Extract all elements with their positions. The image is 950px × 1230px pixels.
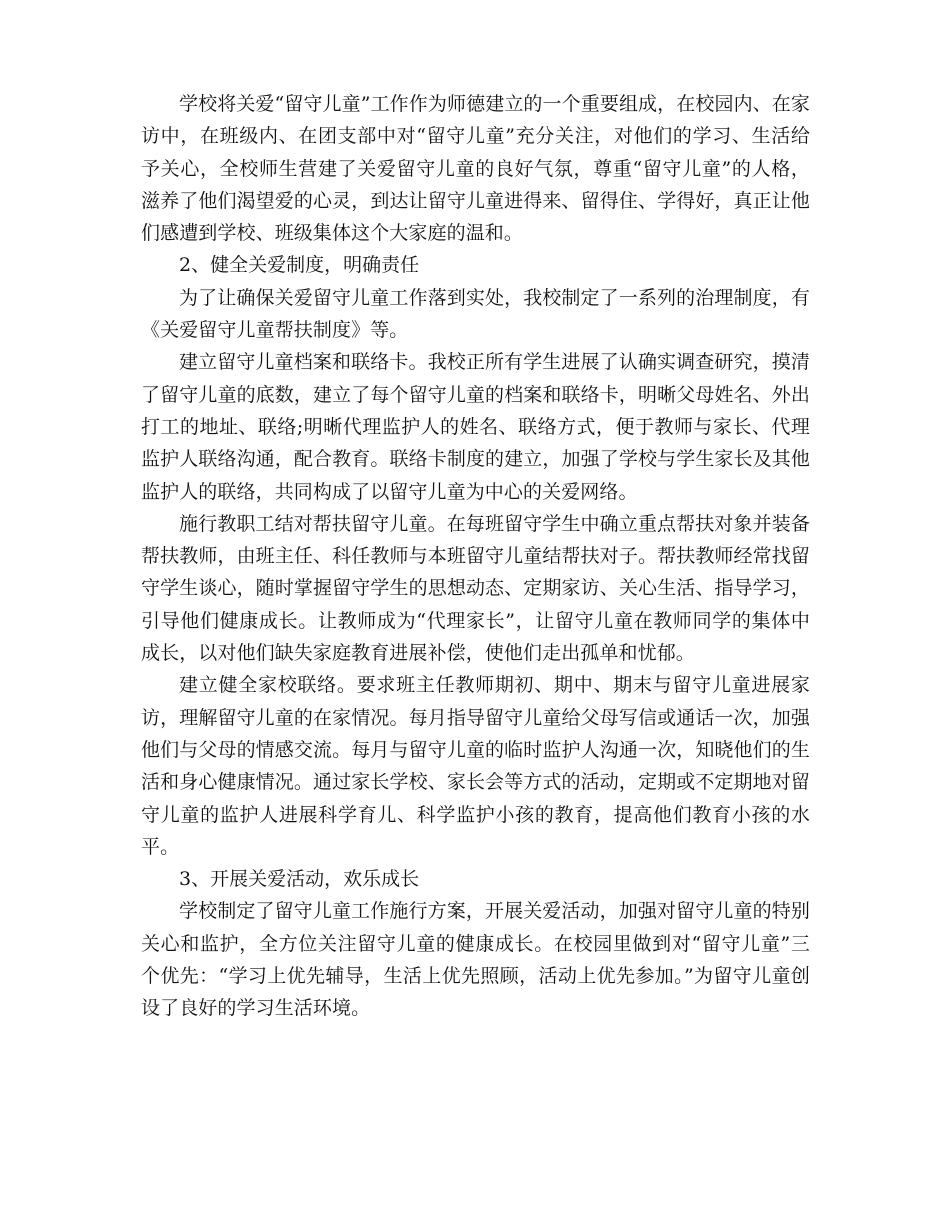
paragraph-home-school-contact: 建立健全家校联络。要求班主任教师期初、期中、期末与留守儿童进展家访，理解留守儿童的在家情况。每月指导留守儿童给父母写信或通话一次，加强他们与父母的情感交流。每月与留守儿童的临时监护人沟通一次，知晓他们的生活和身心健康情况。通过家长学校、家长会等方式的活动，定期或不定期地对留守儿童的监护人进展科学育儿、科学监护小孩的教育，提高他们教育小孩的水平。: [141, 674, 810, 858]
paragraph-management-system: 为了让确保关爱留守儿童工作落到实处，我校制定了一系列的治理制度，有《关爱留守儿童帮扶制度》等。: [141, 286, 810, 342]
section-heading-2: 2、健全关爱制度，明确责任: [179, 254, 420, 277]
paragraph-archives-contact-card: 建立留守儿童档案和联络卡。我校正所有学生进展了认确实调查研究，摸清了留守儿童的底数，建立了每个留守儿童的档案和联络卡，明晰父母姓名、外出打工的地址、联络;明晰代理监护人的姓名、联络方式，便于教师与家长、代理监护人联络沟通，配合教育。联络卡制度的建立，加强了学校与学生家长及其他监护人的联络，共同构成了以留守儿童为中心的关爱网络。: [141, 351, 810, 503]
paragraph-staff-pairing: 施行教职工结对帮扶留守儿童。在每班留守学生中确立重点帮扶对象并装备帮扶教师，由班主任、科任教师与本班留守儿童结帮扶对子。帮扶教师经常找留守学生谈心，随时掌握留守学生的思想动态、定期家访、关心生活、指导学习，引导他们健康成长。让教师成为“代理家长”，让留守儿童在教师同学的集体中成长，以对他们缺失家庭教育进展补偿，使他们走出孤单和忧郁。: [141, 512, 810, 665]
section-heading-3: 3、开展关爱活动，欢乐成长: [179, 868, 420, 891]
paragraph-care-as-ethics: 学校将关爱“留守儿童”工作作为师德建立的一个重要组成，在校园内、在家访中，在班级内、在团支部中对“留守儿童”充分关注，对他们的学习、生活给予关心，全校师生营建了关爱留守儿童的良好气氛，尊重“留守儿童”的人格，滋养了他们渴望爱的心灵，到达让留守儿童进得来、留得住、学得好，真正让他们感遭到学校、班级集体这个大家庭的温和。: [141, 93, 810, 245]
paragraph-care-activities: 学校制定了留守儿童工作施行方案，开展关爱活动，加强对留守儿童的特别关心和监护，全方位关注留守儿童的健康成长。在校园里做到对“留守儿童”三个优先：“学习上优先辅导，生活上优先照顾，活动上优先参加。”为留守儿童创设了良好的学习生活环境。: [141, 900, 810, 1020]
